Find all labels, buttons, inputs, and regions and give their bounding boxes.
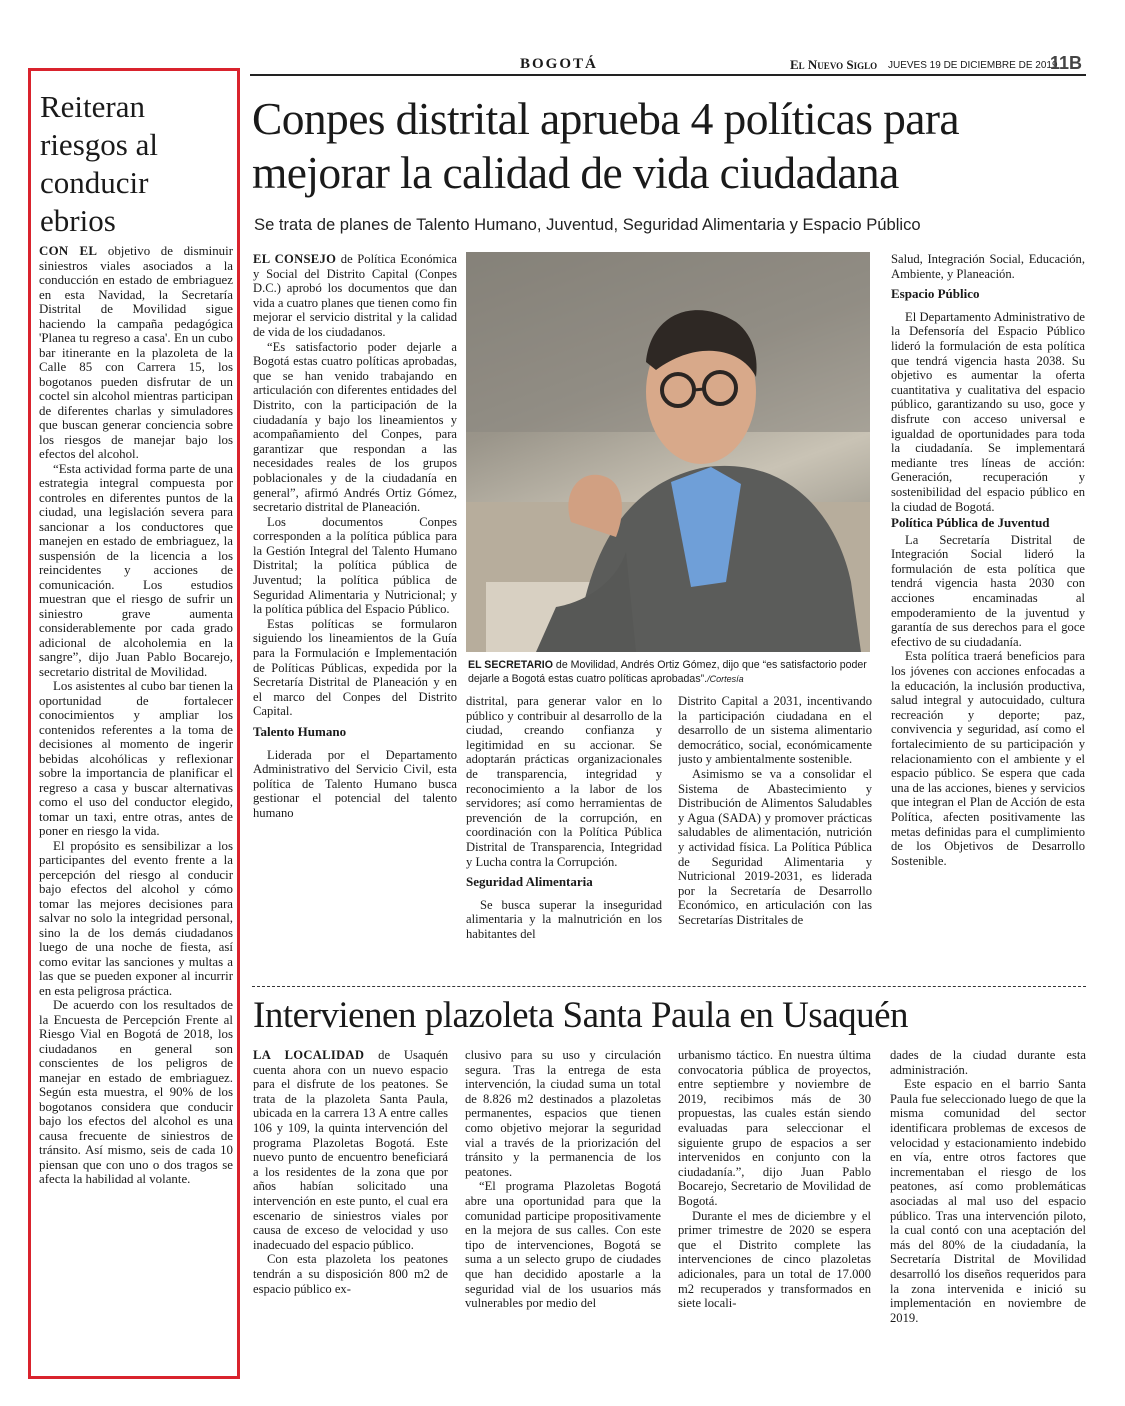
page-number: 11B bbox=[1050, 53, 1083, 73]
article1-col4 bbox=[891, 252, 1085, 980]
article1-paragraph: Se busca superar la inseguridad alimentaria y la malnutrición en los habitantes del bbox=[466, 897, 662, 941]
article2-paragraph: clusivo para su uso y circulación segura. Tras la entrega de esta intervención, la ciudad suma un total de 8.826 m2 destinados a plazoletas permanentes, espacios que tienen como objetivo mejorar la seguridad vial a través de la priorización del tránsito y la permanencia de los peatones. bbox=[465, 1048, 661, 1179]
newspaper-name: El Nuevo Siglo bbox=[790, 57, 878, 72]
sidebar-paragraph: objetivo de disminuir siniestros viales asociados a la conducción en estado de embriaguez en esta Navidad, la Secretaría Distrital de Movilidad sigue haciendo la campaña pedagógica 'Planea tu regreso a casa'. En un cubo bar itinerante en la plazoleta de la Calle 85 con Carrera 15, los bogotanos pueden disfrutar de un coctel sin alcohol mientras participan de diferentes charlas y simuladores que buscan generar conciencia sobre los riesgos de manejar bajo los efectos del alcohol. bbox=[39, 244, 233, 461]
section-label: BOGOTÁ bbox=[520, 56, 598, 72]
article1-paragraph: Estas políticas se formularon siguiendo los lineamientos de la Guía para la Formulación e Implementación de Políticas Públicas, expedida por la Secretaría Distrital de Planeación y en el marco del Conpes del Distrito Capital. bbox=[253, 616, 457, 719]
photo-illustration bbox=[466, 252, 870, 652]
article2-col4 bbox=[890, 1048, 1086, 1378]
article1-paragraph: Salud, Integración Social, Educación, Ambiente, y Planeación. bbox=[891, 252, 1085, 281]
article2-col2 bbox=[465, 1048, 661, 1378]
article1-lead: EL CONSEJO bbox=[253, 252, 337, 266]
article2-col3 bbox=[678, 1048, 871, 1378]
article1-paragraph: La Secretaría Distrital de Integración Social lideró la formulación de esta política que tendrá vigencia hasta 2030 con acciones encaminadas al empoderamiento de la juventud y garantía de sus derechos para el goce efectivo de su ciudadanía. bbox=[891, 532, 1085, 649]
article2-paragraph: urbanismo táctico. En nuestra última convocatoria pública de proyectos, entre septiembre y noviembre de 2019, recibimos más de 30 propuestas, las cuales están siendo evaluadas para seleccionar el siguiente grupo de espacios a ser intervenidos en conjunto con la ciudadanía.”, dijo Juan Pablo Bocarejo, Secretario de Movilidad de Bogotá. bbox=[678, 1048, 871, 1208]
subhead-talento-humano: Talento Humano bbox=[253, 724, 347, 739]
photo-caption bbox=[468, 658, 868, 686]
article2-paragraph: dades de la ciudad durante esta administración. bbox=[890, 1048, 1086, 1077]
article1-headline: Conpes distrital aprueba 4 políticas para mejorar la calidad de vida ciudadana bbox=[252, 93, 959, 198]
masthead-rule bbox=[250, 74, 1086, 76]
subhead-espacio-publico: Espacio Público bbox=[891, 286, 980, 302]
article-divider bbox=[252, 986, 1086, 987]
sidebar-paragraph: El propósito es sensibilizar a los participantes del evento frente a la percepción del riesgo al conducir bajo efectos del alcohol y cómo tomar las mejores decisiones para salvar no solo la integridad personal, sino la de los demás ciudadanos luego de una noche de fiesta, así como evitar las sanciones y multas a las que se pueden exponer al incurrir en esta peligrosa práctica. bbox=[39, 838, 233, 998]
article1-paragraph: distrital, para generar valor en lo público y contribuir al desarrollo de la ciudad, creando confianza y legitimidad en su accionar. Se adoptarán prácticas organizacionales de transparencia, integridad y reconocimiento a la labor de los servidores; así como herramientas de prevención de la corrupción, en coordinación con la Política Pública Distrital de Transparencia, Integridad y Lucha contra la Corrupción. bbox=[466, 694, 662, 869]
article2-paragraph: Con esta plazoleta los peatones tendrán a su disposición 800 m2 de espacio público ex- bbox=[253, 1252, 448, 1296]
article2-paragraph: de Usaquén cuenta ahora con un nuevo espacio para el disfrute de los peatones. Se trata de la plazoleta Santa Paula, ubicada en la carrera 13 A entre calles 106 y 109, la quinta intervención del programa Plazoletas Bogotá. Este nuevo punto de encuentro beneficiará a los residentes de la zona que por años habían solicitado una intervención en este punto, el cual era escenario de siniestros viales por causa de exceso de velocidad y uso inadecuado del espacio público. bbox=[253, 1048, 448, 1252]
sidebar-paragraph: “Esta actividad forma parte de una estrategia integral compuesta por controles en diferentes puntos de la ciudad, una legislación severa para sancionar a los conductores que manejen en estado de embriaguez, la suspensión de la licencia a los reincidentes y acciones de comunicación. Los estudios muestran que el riesgo de sufrir un siniestro grave aumenta considerablemente por cada grado adicional de alcoholemia en la sangre”, dijo Juan Pablo Bocarejo, secretario distrital de Movilidad. bbox=[39, 461, 233, 679]
sidebar-title: Reiteran riesgos al conducir ebrios bbox=[40, 89, 158, 238]
article1-paragraph: “Es satisfactorio poder dejarle a Bogotá estas cuatro políticas aprobadas, que se han venido trabajando en articulación con diferentes entidades del Distrito, con la participación de la ciudadanía y bajo los lineamientos y acompañamiento del Conpes, para garantizar que respondan a las necesidades reales de los grupos poblacionales y de la ciudadanía en general”, afirmó Andrés Ortiz Gómez, secretario distrital de Planeación. bbox=[253, 339, 457, 515]
article1-paragraph: Esta política traerá beneficios para los jóvenes con acciones enfocadas a la educación, la inclusión productiva, salud integral y autocuidado, cultura recreación y deporte; paz, convivencia y seguridad, así como el fortalecimiento de su participación y relacionamiento con el ambiente y el espacio público. Se espera que cada una de las acciones, bienes y servicios que integran el Plan de Acción de esta Política, afecten positivamente las metas definidas para el cumplimiento de los Objetivos de Desarrollo Sostenible. bbox=[891, 649, 1085, 868]
article1-paragraph: Distrito Capital a 2031, incentivando la participación ciudadana en el desarrollo de un sistema alimentario democrático, social, económicamente justo y ambientalmente sostenible. bbox=[678, 694, 872, 767]
article1-col2 bbox=[466, 694, 662, 979]
caption-credit: /Cortesía bbox=[707, 674, 744, 684]
article2-col1 bbox=[253, 1048, 448, 1378]
article1-col1 bbox=[253, 252, 457, 972]
caption-text: de Movilidad, Andrés Ortiz Gómez, dijo que “es satisfactorio poder dejarle a Bogotá estas cuatro políticas aprobadas”. bbox=[468, 659, 867, 685]
article1-paragraph: Asimismo se va a consolidar el Sistema de Abastecimiento y Distribución de Alimentos Saludables y Agua (SADA) y promover prácticas saludables de alimentación, nutrición y actividad física. La Política Pública de Seguridad Alimentaria y Nutricional 2019-2031, es liderada por la Secretaría de Desarrollo Económico, en articulación con las Secretarías Distritales de bbox=[678, 766, 872, 927]
article2-paragraph: Este espacio en el barrio Santa Paula fue seleccionado luego de que la misma comunidad del sector identificara problemas de excesos de velocidad y estacionamiento indebido en vía, entre otros factores que incrementaban el riesgo de los peatones, así como problemáticas asociadas al mal uso del espacio público. Tras una intervención piloto, la cual contó con una aceptación del más del 80% de la ciudadanía, la Secretaría Distrital de Movilidad desarrolló los diseños requeridos para la zona intervenida e inició su implementación en noviembre de 2019. bbox=[890, 1077, 1086, 1325]
sidebar-paragraph: De acuerdo con los resultados de la Encuesta de Percepción Frente al Riesgo Vial en Bogotá de 2018, los ciudadanos en general son conscientes de los peligros de manejar en estado de embriaguez. Según esta muestra, el 90% de los bogotanos considera que conducir bajo los efectos del alcohol es una causa frecuente de siniestros de tránsito. Así mismo, seis de cada 10 piensan que con uno o dos tragos se afecta la habilidad al volante. bbox=[39, 998, 233, 1186]
sidebar-paragraph: Los asistentes al cubo bar tienen la oportunidad de fortalecer conocimientos y ampliar los contenidos referentes a la toma de decisiones al momento de ingerir bebidas alcohólicas y reflexionar sobre la importancia de planificar el regreso a casa y buscar alternativas como el uso del conductor elegido, tomar un taxi, entre otras, antes de poner en riesgo la vida. bbox=[39, 679, 233, 838]
article1-col3 bbox=[678, 694, 872, 979]
subhead-politica-juventud: Política Pública de Juventud bbox=[891, 515, 1050, 531]
article1-paragraph: Liderada por el Departamento Administrativo del Servicio Civil, esta política de Talento Humano busca gestionar el potencial del talento humano bbox=[253, 747, 457, 820]
subhead-seguridad-alimentaria: Seguridad Alimentaria bbox=[466, 874, 593, 890]
sidebar-lead: CON EL bbox=[39, 244, 98, 258]
article2-headline: Intervienen plazoleta Santa Paula en Usaquén bbox=[253, 995, 909, 1036]
caption-lead: EL SECRETARIO bbox=[468, 659, 553, 671]
article1-paragraph: de Política Económica y Social del Distrito Capital (Conpes D.C.) aprobó los documentos que dan vida a cuatro planes que tienen como fin mejorar el servicio distrital y la calidad de vida de los ciudadanos. bbox=[253, 252, 457, 339]
article1-subhead: Se trata de planes de Talento Humano, Juventud, Seguridad Alimentaria y Espacio Público bbox=[254, 215, 921, 234]
article2-paragraph: “El programa Plazoletas Bogotá abre una oportunidad para que la comunidad participe propositivamente en la mejora de sus calles. Con este tipo de intervenciones, Bogotá se suma a un selecto grupo de ciudades que han decidido apostarle a la seguridad vial de los usuarios más vulnerables por medio del bbox=[465, 1179, 661, 1311]
photo-andres-ortiz bbox=[466, 252, 870, 652]
article1-paragraph: Los documentos Conpes corresponden a la política pública para la Gestión Integral del Talento Humano Distrital; la política pública de Juventud; la política pública de Seguridad Alimentaria y Nutricional; y la política pública del Espacio Público. bbox=[253, 514, 457, 617]
sidebar-body bbox=[39, 244, 233, 1376]
article2-paragraph: Durante el mes de diciembre y el primer trimestre de 2020 se espera que el Distrito complete las intervenciones de cinco plazoletas adicionales, para un total de 17.000 m2 recuperados y transformados en siete locali- bbox=[678, 1208, 871, 1311]
article2-lead: LA LOCALIDAD bbox=[253, 1048, 365, 1062]
article1-paragraph: El Departamento Administrativo de la Defensoría del Espacio Público lideró la formulación de esta política que tendrá vigencia hasta 2038. Su objetivo es aumentar la oferta cuantitativa y cualitativa del espacio público, garantizando su uso, goce y disfrute con acceso universal e igualdad de oportunidades para toda la ciudadanía. Se implementará mediante tres líneas de acción: Generación, recuperación y sostenibilidad del espacio público en la ciudad de Bogotá. bbox=[891, 309, 1085, 514]
issue-date: JUEVES 19 DE DICIEMBRE DE 2019 bbox=[888, 60, 1058, 71]
